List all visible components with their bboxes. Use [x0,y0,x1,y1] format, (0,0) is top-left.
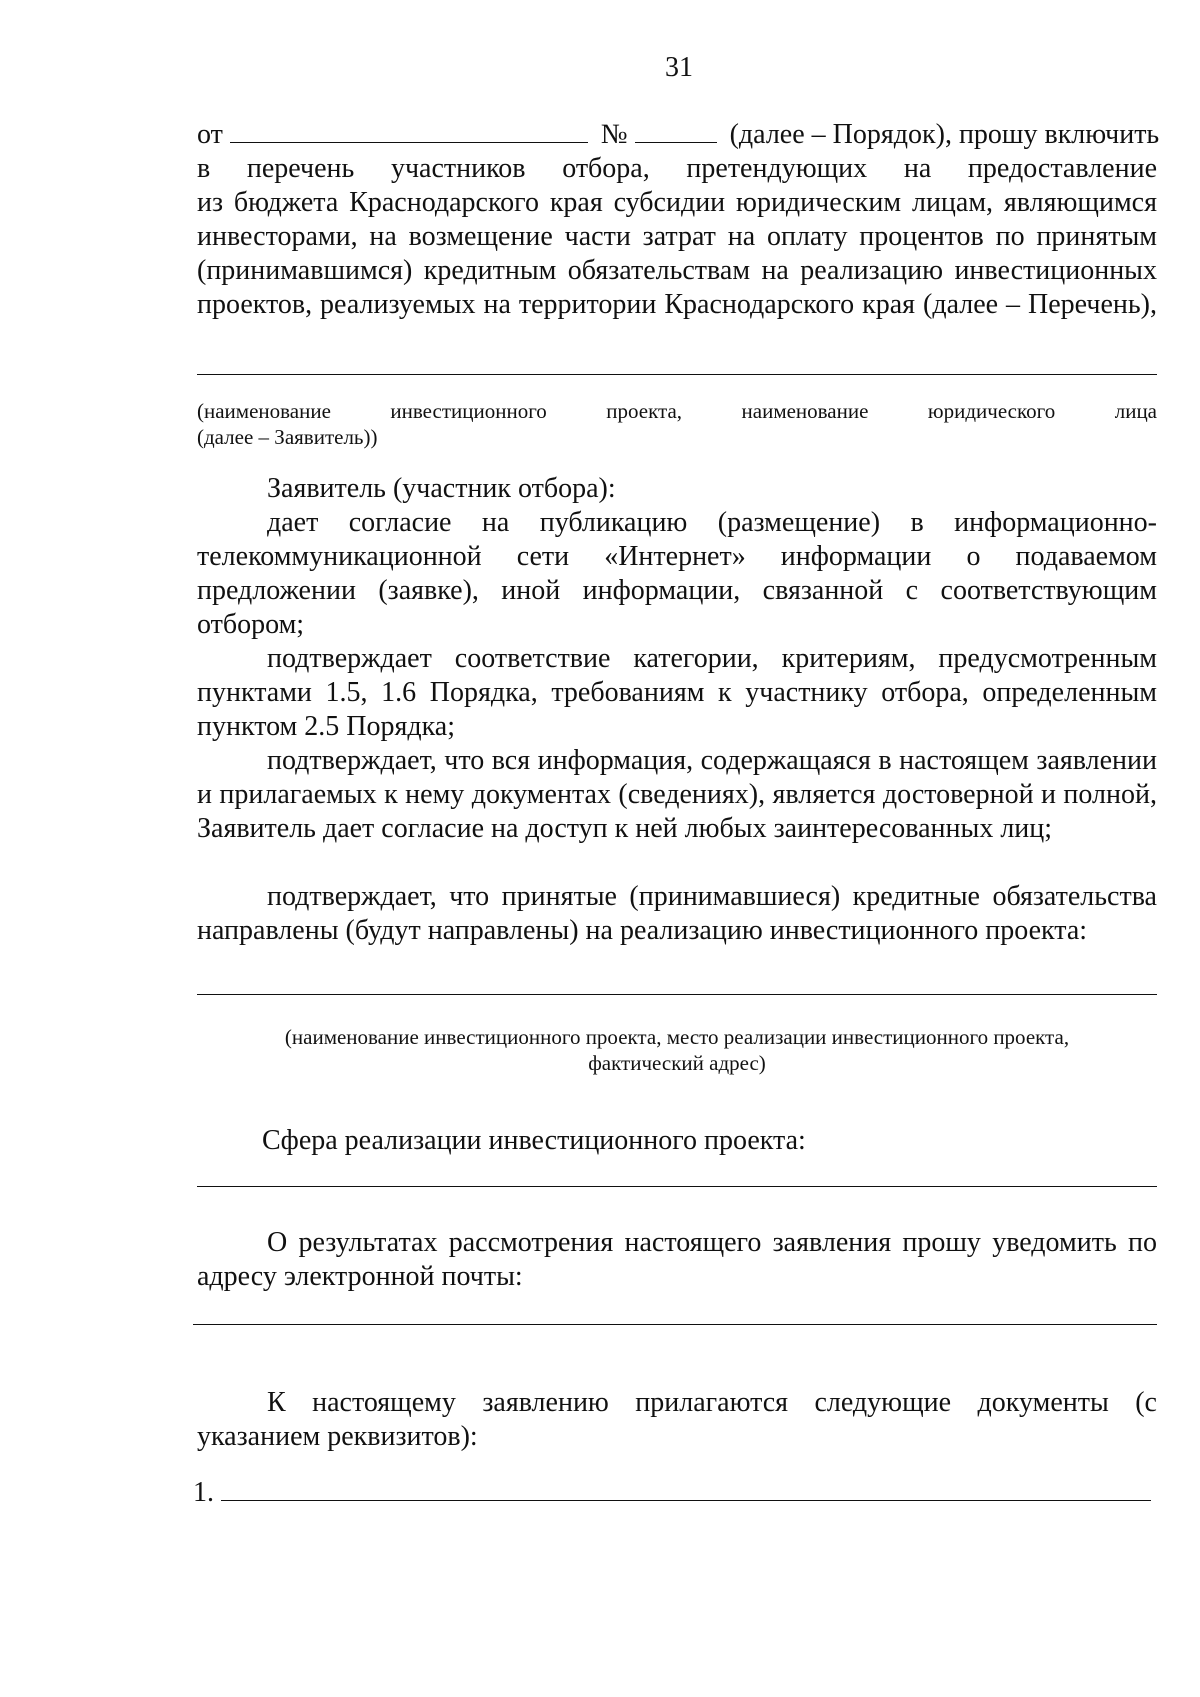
intro-line-2: в перечень участников отбора, претендующих на предоставление [197,153,1157,184]
project-name-fill-line[interactable] [197,374,1157,375]
email-notification-text: О результатах рассмотрения настоящего заявления прошу уведомить по адресу электронной почты: [197,1227,1157,1292]
number-label: № [600,119,628,150]
page-number: 31 [665,52,693,83]
attachment-item-number: 1. [193,1477,214,1508]
date-blank-field[interactable] [230,118,588,143]
attachments-text: К настоящему заявлению прилагаются следующие документы (с указанием реквизитов): [197,1387,1157,1452]
caption-project-location-line-2: фактический адрес) [588,1051,766,1075]
attachment-list-item-1 [193,1476,1157,1510]
number-blank-field[interactable] [635,118,717,143]
applicant-item-criteria: подтверждает соответствие категории, критериям, предусмотренным пунктами 1.5, 1.6 Порядка, требованиям к участнику отбора, определенным пунктом 2.5 Порядка; [197,643,1157,742]
applicant-heading: Заявитель (участник отбора): [267,473,616,504]
project-sphere-fill-line[interactable] [197,1186,1157,1187]
project-location-fill-line[interactable] [197,994,1157,995]
caption-project-applicant-line-2: (далее – Заявитель)) [197,425,378,449]
intro-line-4: инвесторами, на возмещение части затрат на оплату процентов по принятым [197,221,1157,252]
caption-project-location-line-1: (наименование инвестиционного проекта, место реализации инвестиционного проекта, [284,1025,1070,1049]
applicant-item-credit-obligations: подтверждает, что принятые (принимавшиеся) кредитные обязательства направлены (будут направлены) на реализацию инвестиционного проекта: [197,881,1157,946]
caption-project-applicant-line-1: (наименование инвестиционного проекта, наименование юридического лица [197,399,1157,423]
applicant-item-accuracy: подтверждает, что вся информация, содержащаяся в настоящем заявлении и прилагаемых к нему документах (сведениях), является достоверной и полной, Заявитель дает согласие на доступ к ней любых заинтересованных лиц; [197,745,1157,844]
intro-line-6: проектов, реализуемых на территории Краснодарского края (далее – Перечень), [197,289,1157,320]
project-sphere-label: Сфера реализации инвестиционного проекта: [262,1125,806,1156]
intro-line-3: из бюджета Краснодарского края субсидии юридическим лицам, являющимся [197,187,1157,218]
intro-line-1-rest: (далее – Порядок), прошу включить [729,119,1160,150]
intro-line-1 [197,118,1160,152]
intro-line-5: (принимавшимся) кредитным обязательствам на реализацию инвестиционных [197,255,1157,286]
applicant-item-consent: дает согласие на публикацию (размещение) в информационно-телекоммуникационной сети «Интернет» информации о подаваемом предложении (заявке), иной информации, связанной с соответствующим отбором; [197,507,1157,640]
from-label: от [197,119,223,150]
attachment-item-1-fill-line[interactable] [221,1476,1151,1501]
email-fill-line[interactable] [193,1324,1157,1325]
